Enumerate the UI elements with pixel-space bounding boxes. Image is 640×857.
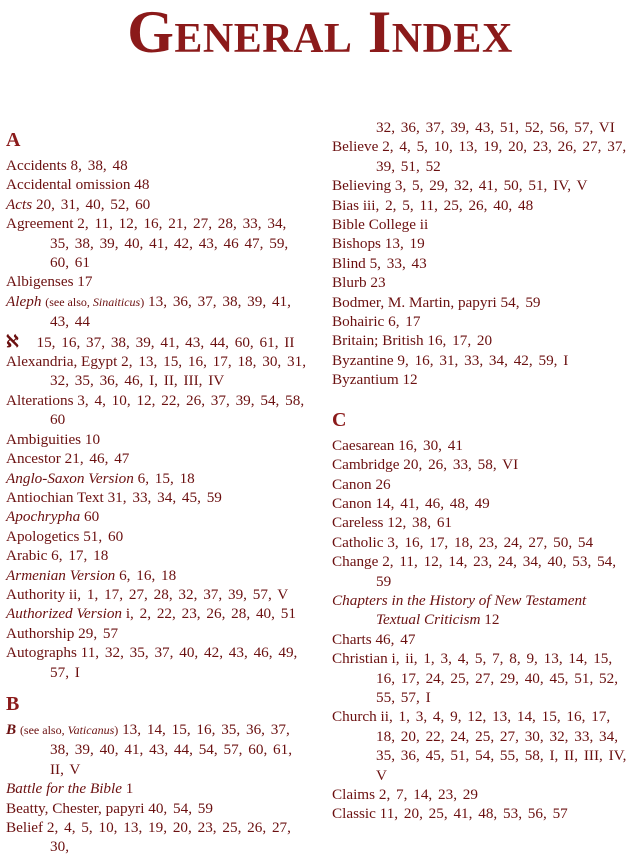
index-entry xyxy=(6,449,308,468)
index-entry xyxy=(332,293,634,312)
entry-pages: 12, 38, 61 xyxy=(387,514,452,532)
entry-term: Believing xyxy=(332,177,392,195)
entry-pages: 2, 4, 5, 10, 13, 19, 20, 23, 26, 27, 37, 39, 51, 52 xyxy=(376,138,627,175)
entry-term: Cambridge xyxy=(332,456,400,474)
entry-pages: 3, 4, 10, 12, 22, 26, 37, 39, 54, 58, 60 xyxy=(50,391,305,429)
index-entry xyxy=(6,430,308,449)
entry-pages: ii, 1, 17, 27, 28, 32, 37, 39, 57, V xyxy=(68,585,289,603)
entry-term: Blind xyxy=(332,254,366,272)
index-entry xyxy=(6,799,308,818)
entry-pages: 3, 16, 17, 18, 23, 24, 27, 50, 54 xyxy=(387,533,594,551)
entry-term: Acts xyxy=(6,195,33,213)
entry-term: Authority xyxy=(6,585,66,603)
index-entry xyxy=(6,566,308,585)
index-entry xyxy=(332,118,634,137)
index-entry xyxy=(6,624,308,643)
entry-term: Beatty, Chester, papyri xyxy=(6,799,145,817)
entry-term: Autographs xyxy=(6,644,77,662)
entry-pages: 14, 41, 46, 48, 49 xyxy=(375,494,490,512)
index-entry xyxy=(332,370,634,389)
entry-pages: i, 2, 22, 23, 26, 28, 40, 51 xyxy=(125,605,296,623)
entry-term: Aleph xyxy=(6,292,42,310)
entry-term: Caesarean xyxy=(332,436,395,454)
entry-term: Belief xyxy=(6,819,44,836)
entry-pages: 20, 26, 33, 58, VI xyxy=(403,456,519,474)
entry-pages: 3, 5, 29, 32, 41, 50, 51, IV, V xyxy=(394,177,588,195)
entry-pages: 2, 4, 5, 10, 13, 19, 20, 23, 25, 26, 27, 30, xyxy=(46,819,291,856)
entry-pages: 20, 31, 40, 52, 60 xyxy=(35,195,151,213)
entry-term: Canon xyxy=(332,494,372,512)
entry-pages: 2, 7, 14, 23, 29 xyxy=(378,786,478,803)
index-entry xyxy=(332,196,634,215)
entry-pages: 5, 33, 43 xyxy=(369,254,427,272)
index-entry xyxy=(6,507,308,526)
entry-pages: 11, 32, 35, 37, 40, 42, 43, 46, 49, 57, I xyxy=(50,644,298,681)
entry-pages: i, ii, 1, 3, 4, 5, 7, 8, 9, 13, 14, 15, 16, 17, 24, 25, 27, 29, 40, 45, 51, 52, 55, 57, I xyxy=(376,650,619,706)
entry-pages: 54, 59 xyxy=(500,293,541,311)
entry-pages: 2, 11, 12, 16, 21, 27, 28, 33, 34, 35, 38, 39, 40, 41, 42, 43, 46 47, 59, 60, 61 xyxy=(50,215,289,272)
entry-pages: 40, 54, 59 xyxy=(148,799,213,817)
entry-pages: 9, 16, 31, 33, 34, 42, 59, I xyxy=(397,351,569,369)
index-entry xyxy=(332,475,634,494)
entry-pages: 26 xyxy=(375,475,391,493)
entry-term: Britain; British xyxy=(332,332,424,350)
entry-pages: 2, 11, 12, 14, 23, 24, 34, 40, 53, 54, 59 xyxy=(376,553,617,590)
entry-term: Charts xyxy=(332,630,372,648)
index-entry xyxy=(6,488,308,507)
entry-pages: 13, 36, 37, 38, 39, 41, 43, 44 xyxy=(50,292,291,331)
entry-term: Classic xyxy=(332,805,376,823)
entry-pages: 2, 13, 15, 16, 17, 18, 30, 31, 32, 35, 36, 46, I, II, III, IV xyxy=(50,353,306,390)
entry-term: Battle for the Bible xyxy=(6,780,122,798)
entry-pages: 12 xyxy=(402,371,418,389)
entry-pages: 31, 33, 34, 45, 59 xyxy=(107,488,222,506)
entry-pages: 15, 16, 37, 38, 39, 41, 43, 44, 60, 61, II xyxy=(36,333,295,351)
index-column-right xyxy=(332,118,634,824)
entry-term: Canon xyxy=(332,475,372,493)
index-entry xyxy=(6,272,308,291)
index-entry xyxy=(332,552,634,591)
entry-see-also: (see also, Vaticanus) xyxy=(19,722,119,737)
index-entry xyxy=(6,527,308,546)
entry-term: Alterations xyxy=(6,391,74,409)
entry-pages: 51, 60 xyxy=(83,527,124,545)
entry-term: Christian xyxy=(332,650,388,668)
index-entry xyxy=(332,649,634,707)
index-entry xyxy=(6,352,308,391)
entry-term: Byzantine xyxy=(332,351,394,369)
index-entry xyxy=(6,391,308,430)
entry-term: Catholic xyxy=(332,533,384,551)
index-entry xyxy=(332,176,634,195)
index-entry xyxy=(332,436,634,455)
entry-term: Believe xyxy=(332,138,379,156)
index-entry xyxy=(332,455,634,474)
index-column-left xyxy=(6,118,308,857)
index-entry xyxy=(6,643,308,682)
index-entry xyxy=(6,604,308,623)
entry-term: Accidental omission xyxy=(6,176,131,194)
index-entry xyxy=(332,785,634,804)
entry-term: Bohairic xyxy=(332,313,385,331)
index-entry xyxy=(6,332,308,352)
entry-pages: 8, 38, 48 xyxy=(70,157,128,174)
entry-term: Ancestor xyxy=(6,450,61,468)
entry-pages: 10 xyxy=(84,430,101,448)
entry-pages: 46, 47 xyxy=(375,630,416,648)
entry-pages: 1 xyxy=(125,780,134,798)
entry-pages: 23 xyxy=(370,274,386,292)
entry-term: Arabic xyxy=(6,547,48,565)
entry-term: Authorship xyxy=(6,624,75,642)
entry-term: Agreement xyxy=(6,215,74,233)
index-entry xyxy=(332,215,634,234)
entry-term: Change xyxy=(332,553,379,571)
entry-pages: 21, 46, 47 xyxy=(64,450,130,468)
entry-pages: 29, 57 xyxy=(78,624,119,642)
entry-pages: 48 xyxy=(134,176,150,194)
index-entry xyxy=(332,533,634,552)
entry-term: Anglo-Saxon Version xyxy=(6,469,134,487)
index-entry xyxy=(332,630,634,649)
index-entry xyxy=(332,804,634,823)
entry-pages: 16, 17, 20 xyxy=(427,332,493,350)
index-entry xyxy=(332,331,634,350)
entry-pages: 16, 30, 41 xyxy=(398,436,463,454)
entry-term: Antiochian Text xyxy=(6,488,104,506)
entry-term: Bible College xyxy=(332,216,416,234)
index-entry xyxy=(332,591,634,630)
entry-pages: 60 xyxy=(84,508,100,526)
index-entry xyxy=(6,720,308,779)
entry-term: Claims xyxy=(332,786,376,803)
entry-term: Accidents xyxy=(6,157,67,174)
index-entry xyxy=(332,273,634,292)
entry-term: Albigenses xyxy=(6,273,74,291)
index-entry xyxy=(6,779,308,798)
entry-pages: ii, 1, 3, 4, 9, 12, 13, 14, 15, 16, 17, 18, 20, 22, 24, 25, 27, 30, 32, 33, 34, 35, 36, 45, 51, 54, 55, 58, I, II, III, IV, V xyxy=(376,708,627,784)
entry-term: Chapters in the History of New Testament Textual Criticism xyxy=(332,591,587,629)
index-entry xyxy=(332,312,634,331)
entry-term: Apologetics xyxy=(6,527,80,545)
entry-pages: 6, 17, 18 xyxy=(51,547,109,565)
index-entry xyxy=(332,494,634,513)
index-entry xyxy=(6,469,308,488)
entry-term: Ambiguities xyxy=(6,430,82,448)
index-entry xyxy=(6,585,308,604)
entry-see-also: (see also, Sinaiticus) xyxy=(45,294,145,309)
entry-pages: ii xyxy=(419,216,429,234)
index-entry xyxy=(332,234,634,253)
entry-pages: 12 xyxy=(484,611,500,629)
entry-term: ℵ xyxy=(6,331,19,351)
index-entry xyxy=(6,292,308,332)
entry-pages: 11, 20, 25, 41, 48, 53, 56, 57 xyxy=(379,805,568,823)
entry-pages: 6, 15, 18 xyxy=(137,469,195,487)
index-entry xyxy=(6,818,308,857)
index-entry xyxy=(6,195,308,214)
section-letter: C xyxy=(332,408,347,431)
entry-pages: iii, 2, 5, 11, 25, 26, 40, 48 xyxy=(362,196,534,214)
index-entry xyxy=(332,351,634,370)
index-entry xyxy=(332,137,634,176)
entry-term: Alexandria, Egypt xyxy=(6,353,118,371)
index-entry xyxy=(6,546,308,565)
entry-term: Authorized Version xyxy=(6,605,123,623)
entry-term: Bodmer, M. Martin, papyri xyxy=(332,293,497,311)
entry-term: Apochrypha xyxy=(6,508,81,526)
entry-term: B xyxy=(6,720,17,738)
entry-pages: 6, 16, 18 xyxy=(119,566,177,584)
entry-term: Byzantium xyxy=(332,371,399,389)
entry-pages: 13, 14, 15, 16, 35, 36, 37, 38, 39, 40, 41, 43, 44, 54, 57, 60, 61, II, V xyxy=(50,720,293,778)
index-entry xyxy=(6,214,308,272)
entry-term: Armenian Version xyxy=(6,566,116,584)
entry-pages: 6, 17 xyxy=(388,313,421,331)
entry-pages: 17 xyxy=(77,273,93,291)
entry-term: Blurb xyxy=(332,274,367,292)
section-letter: B xyxy=(6,692,20,715)
entry-pages: 13, 19 xyxy=(384,235,425,253)
index-entry xyxy=(6,175,308,194)
entry-term: Bishops xyxy=(332,235,381,253)
entry-term: Church xyxy=(332,708,377,726)
section-letter: A xyxy=(6,129,21,151)
index-entry xyxy=(332,707,634,785)
page-title: General Index xyxy=(127,0,513,65)
index-entry xyxy=(332,254,634,273)
index-entry xyxy=(6,156,308,175)
entry-pages: 32, 36, 37, 39, 43, 51, 52, 56, 57, VI xyxy=(376,119,615,136)
index-entry xyxy=(332,513,634,532)
entry-term: Bias xyxy=(332,196,360,214)
entry-term: Careless xyxy=(332,514,384,532)
